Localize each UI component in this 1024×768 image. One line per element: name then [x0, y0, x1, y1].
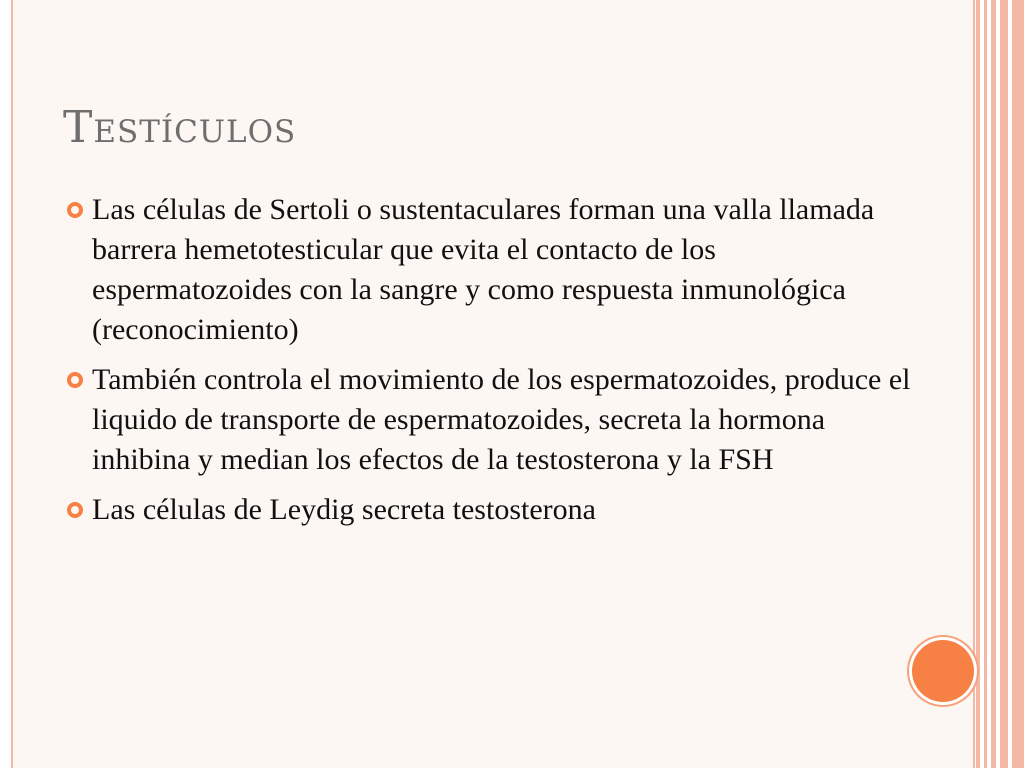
stripe [984, 0, 987, 768]
ring-bullet-icon [66, 501, 84, 519]
list-item [60, 490, 920, 530]
slide-title: Testículos [63, 102, 297, 153]
bullet-text: Las células de Sertoli o sustentaculares forman una valla llamada barrera hemetotesticular que evita el contacto de los espermatozoides con la sangre y como respuesta inmunológica (reconocimiento) [92, 193, 875, 346]
ring-bullet-icon [66, 201, 84, 219]
ring-bullet-icon [66, 371, 84, 389]
stripe [976, 0, 980, 768]
stripe [991, 0, 996, 768]
list-item [60, 360, 920, 480]
list-item [60, 190, 920, 350]
bullet-text: Las células de Leydig secreta testosterona [92, 493, 596, 526]
bullet-list [60, 190, 920, 540]
bullet-text: También controla el movimiento de los espermatozoides, produce el liquido de transporte de espermatozoides, secreta la hormona inhibina y median los efectos de la testosterona y la FSH [92, 363, 911, 476]
stripe [1012, 0, 1024, 768]
orange-circle-icon [912, 640, 974, 702]
decorative-stripes [976, 0, 1024, 768]
stripe [1000, 0, 1008, 768]
